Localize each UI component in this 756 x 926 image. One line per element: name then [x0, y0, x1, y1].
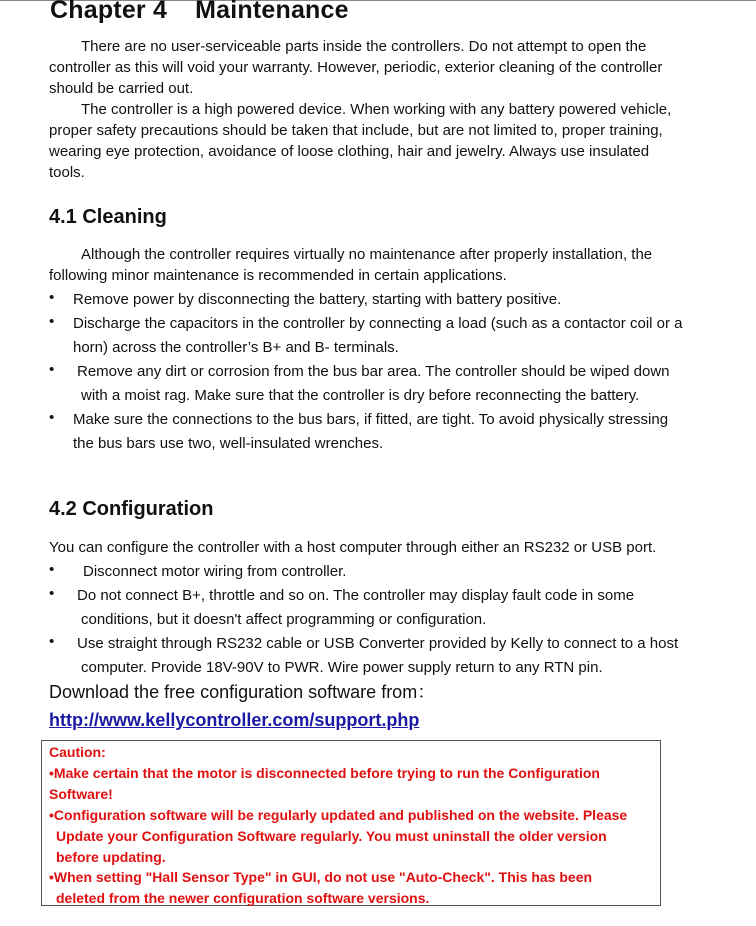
intro-p2-line-1: The controller is a high powered device. When working with any battery powered vehicle,: [81, 101, 672, 118]
download-text: Download the free configuration software from：: [49, 682, 436, 702]
intro-p2-line-2: proper safety precautions should be taken that include, but are not limited to, proper training,: [49, 122, 663, 139]
cleaning-bullet-1: Remove power by disconnecting the battery, starting with battery positive.: [73, 291, 562, 308]
intro-p2-line-3: wearing eye protection, avoidance of loose clothing, hair and jewelry. Always use insulated: [49, 143, 650, 160]
cleaning-bullet-4-line-2: the bus bars use two, well-insulated wrenches.: [73, 435, 384, 452]
cleaning-bullet-4-line-1: Make sure the connections to the bus bars, if fitted, are tight. To avoid physically stressing: [73, 411, 669, 428]
configuration-bullet-2-line-2: conditions, but it doesn't affect programming or configuration.: [81, 611, 487, 628]
configuration-bullet-2-line-1: Do not connect B+, throttle and so on. The controller may display fault code in some: [77, 587, 635, 604]
configuration-bullet-3-line-1: Use straight through RS232 cable or USB Converter provided by Kelly to connect to a host: [77, 635, 679, 652]
caution-line-7: deleted from the newer configuration software versions.: [56, 890, 430, 906]
cleaning-bullet-3-line-2: with a moist rag. Make sure that the controller is dry before reconnecting the battery.: [81, 387, 640, 404]
support-link[interactable]: http://www.kellycontroller.com/support.php: [49, 710, 420, 730]
section-heading-configuration: 4.2 Configuration: [49, 498, 214, 520]
bullet-marker: •: [49, 289, 55, 306]
caution-line-6: •When setting "Hall Sensor Type" in GUI, do not use "Auto-Check". This has been: [49, 869, 593, 885]
bullet-marker: •: [49, 585, 55, 602]
intro-p1-line-3: should be carried out.: [49, 80, 194, 97]
cleaning-intro-line-1: Although the controller requires virtually no maintenance after properly installation, the: [81, 246, 653, 263]
caution-title: Caution:: [49, 744, 106, 760]
bullet-marker: •: [49, 633, 55, 650]
caution-line-2: Software!: [49, 786, 113, 802]
cleaning-bullet-2-line-1: Discharge the capacitors in the controller by connecting a load (such as a contactor coil or a: [73, 315, 683, 332]
bullet-marker: •: [49, 361, 55, 378]
intro-p2-line-4: tools.: [49, 164, 85, 181]
caution-line-5: before updating.: [56, 849, 166, 865]
intro-p1-line-2: controller as this will void your warranty. However, periodic, exterior cleaning of the controller: [49, 59, 663, 76]
caution-line-3: •Configuration software will be regularly updated and published on the website. Please: [49, 807, 628, 823]
configuration-bullet-3-line-2: computer. Provide 18V-90V to PWR. Wire power supply return to any RTN pin.: [81, 659, 603, 676]
chapter-title: Maintenance: [195, 0, 349, 24]
intro-p1-line-1: There are no user-serviceable parts inside the controllers. Do not attempt to open the: [81, 38, 647, 55]
caution-line-1: •Make certain that the motor is disconnected before trying to run the Configuration: [49, 765, 600, 781]
bullet-marker: •: [49, 409, 55, 426]
section-heading-cleaning: 4.1 Cleaning: [49, 206, 167, 228]
caution-line-4: Update your Configuration Software regularly. You must uninstall the older version: [56, 828, 607, 844]
chapter-heading: [50, 0, 349, 25]
cleaning-bullet-3-line-1: Remove any dirt or corrosion from the bus bar area. The controller should be wiped down: [77, 363, 670, 380]
cleaning-intro-line-2: following minor maintenance is recommended in certain applications.: [49, 267, 507, 284]
configuration-intro: You can configure the controller with a host computer through either an RS232 or USB port.: [49, 539, 657, 556]
cleaning-bullet-2-line-2: horn) across the controller’s B+ and B- terminals.: [73, 339, 399, 356]
bullet-marker: •: [49, 561, 55, 578]
configuration-bullet-1: Disconnect motor wiring from controller.: [83, 563, 347, 580]
chapter-number: Chapter 4: [50, 0, 168, 24]
bullet-marker: •: [49, 313, 55, 330]
